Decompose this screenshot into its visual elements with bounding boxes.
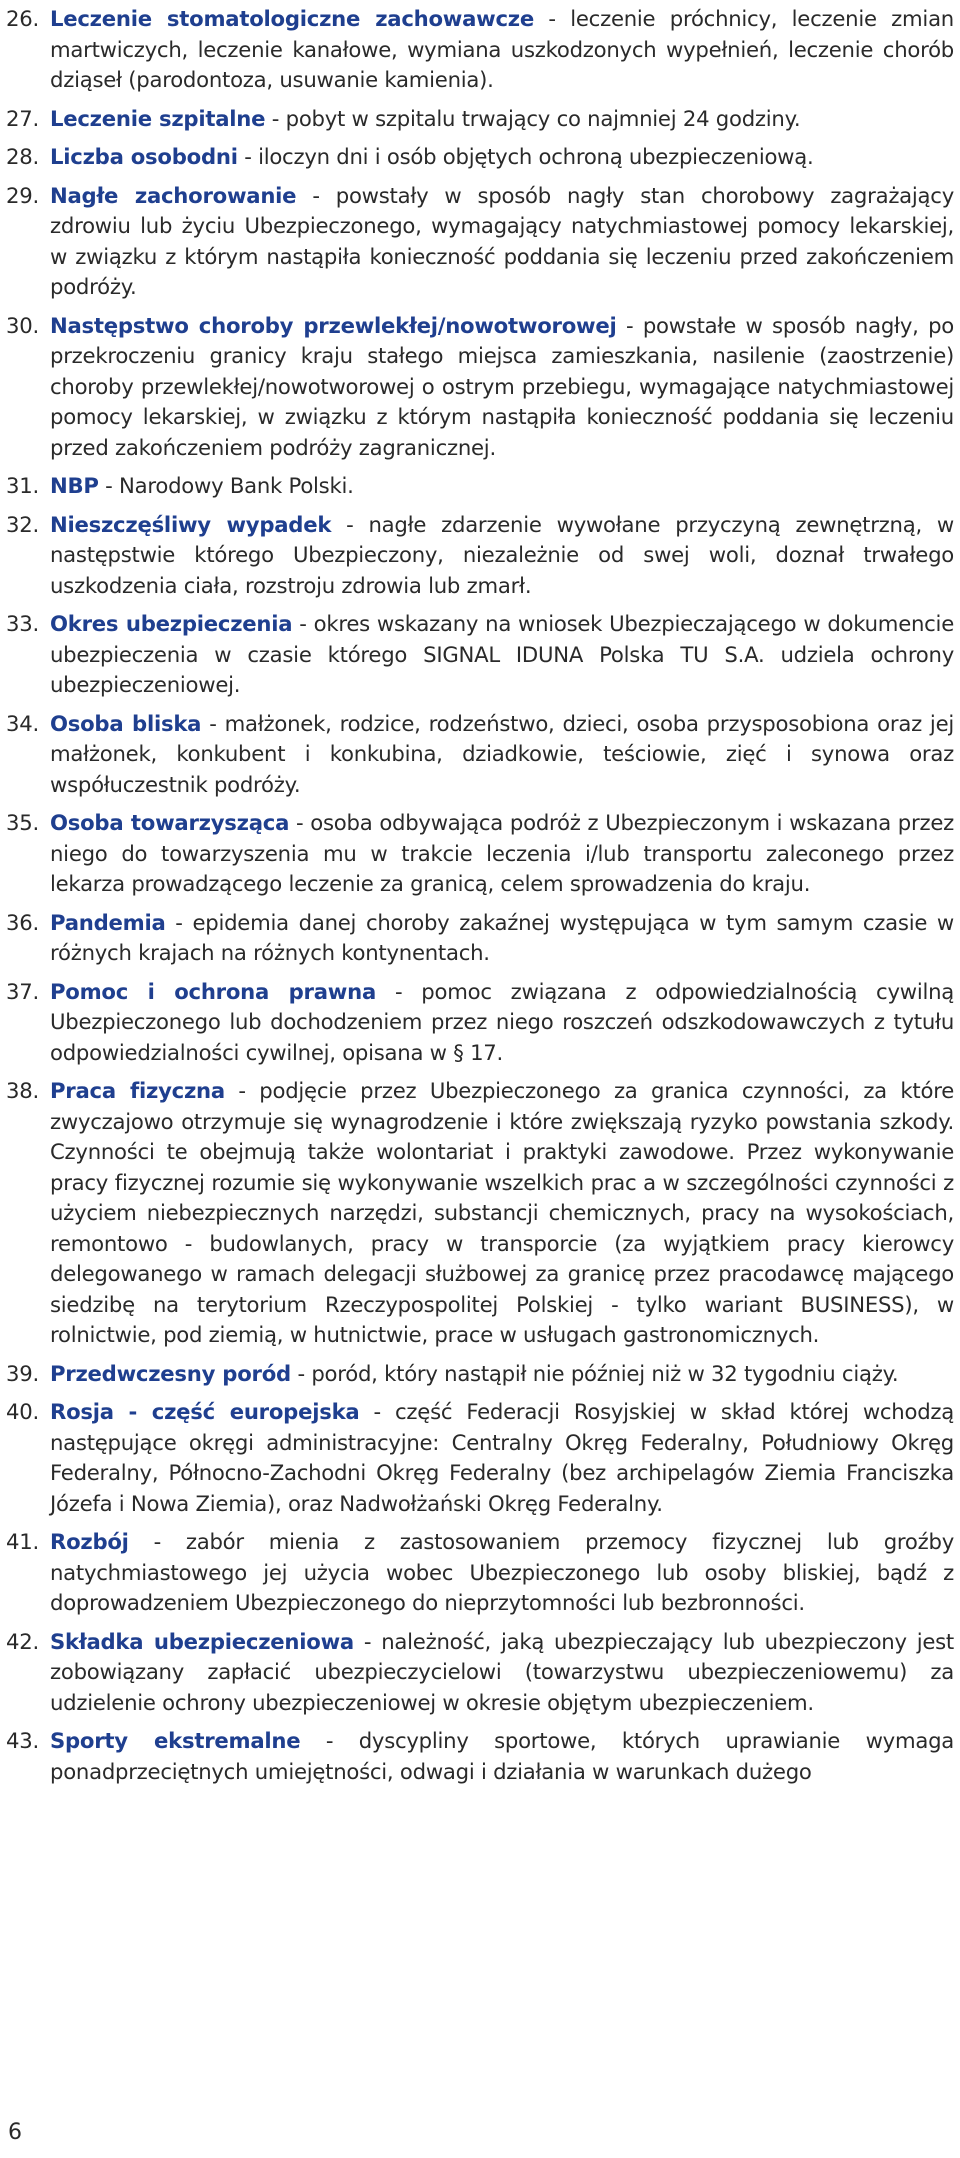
definition-text: - podjęcie przez Ubezpieczonego za granica czynności, za które zwyczajowo otrzymuje się wynagrodzenie i które zwiększają ryzyko powstania szkody. Czynności te obejmują także wolontariat i praktyki zawodowe. Przez wykonywanie pracy fizycznej rozumie się wykonywanie wszelkich prac a w szczególności czynności z użyciem niebezpiecznych narzędzi, substancji chemicznych, pracy na wysokościach, remontowo - budowlanych, pracy w transporcie (za wyjątkiem pracy kierowcy delegowanego w ramach delegacji służbowej za granicę przez pracodawcę mającego siedzibę na terytorium Rzeczypospolitej Polskiej - tylko wariant BUSINESS), w rolnictwie, pod ziemią, w hutnictwie, prace w usługach gastronomicznych. [50,1078,954,1347]
definition-number: 36. [6,909,39,935]
definition-text: - część Federacji Rosyjskiej w skład której wchodzą następujące okręgi administracyjne: Centralny Okręg Federalny, Południowy Okręg Federalny, Północno-Zachodni Okręg Federalny (bez archipelagów Ziemia Franciszka Józefa i Nowa Ziemia), oraz Nadwołżański Okręg Federalny. [50,1399,955,1516]
definition-term: Osoba bliska [50,710,202,736]
definition-text: - nagłe zdarzenie wywołane przyczyną zewnętrzną, w następstwie którego Ubezpieczony, niezależnie od swej woli, doznał trwałego uszkodzenia ciała, rozstroju zdrowia lub zmarł. [50,511,954,598]
definition-term: Rozbój [50,1529,129,1554]
definition-item [6,4,954,96]
definition-number: 40. [6,1399,39,1424]
definition-number: 38. [6,1078,39,1103]
definition-term: Składka ubezpieczeniowa [50,1628,354,1654]
definition-item [6,1076,954,1351]
definition-item [6,977,954,1069]
page-number: 6 [8,2120,22,2145]
definition-text: - należność, jaką ubezpieczający lub ubezpieczony jest zobowiązany zapłacić ubezpieczycielowi (towarzystwu ubezpieczeniowemu) za udzielenie ochrony ubezpieczeniowej w okresie objętym ubezpieczeniem. [50,1628,954,1715]
definition-number: 26. [6,6,39,31]
definition-item [6,1726,954,1787]
definition-text: - leczenie próchnicy, leczenie zmian martwiczych, leczenie kanałowe, wymiana uszkodzonych wypełnień, leczenie chorób dziąseł (parodontoza, usuwanie kamienia). [50,6,954,92]
definition-number: 37. [6,978,39,1004]
definition-number: 32. [6,511,39,537]
definition-item [6,709,954,801]
definition-item [6,311,954,464]
definition-number: 35. [6,810,39,835]
definition-text: - zabór mienia z zastosowaniem przemocy fizycznej lub groźby natychmiastowego jej użycia wobec Ubezpieczonego lub osoby bliskiej, bądź z doprowadzeniem Ubezpieczonego do nieprzytomności lub bezbronności. [50,1529,954,1615]
definition-item [6,510,954,602]
definition-item [6,1359,954,1390]
definition-item [6,1527,954,1619]
definition-term: NBP [50,473,99,498]
definition-term: Okres ubezpieczenia [50,611,293,636]
definition-text: - Narodowy Bank Polski. [98,473,354,498]
definition-number: 39. [6,1360,39,1386]
definition-item [6,609,954,701]
definition-text: - małżonek, rodzice, rodzeństwo, dzieci, osoba przysposobiona oraz jej małżonek, konkubent i konkubina, dziadkowie, teściowie, zięć i synowa oraz współuczestnik podróży. [50,710,954,797]
definition-term: Następstwo choroby przewlekłej/nowotworowej [50,312,617,338]
definition-item [6,471,954,502]
definition-term: Rosja - część europejska [50,1399,360,1424]
definition-text: - dyscypliny sportowe, których uprawianie wymaga ponadprzeciętnych umiejętności, odwagi i działania w warunkach dużego [50,1728,954,1784]
definition-term: Leczenie stomatologiczne zachowawcze [50,6,534,31]
definition-item [6,1397,954,1519]
definition-number: 30. [6,312,39,338]
definition-text: - okres wskazany na wniosek Ubezpieczającego w dokumencie ubezpieczenia w czasie którego SIGNAL IDUNA Polska TU S.A. udziela ochrony ubezpieczeniowej. [50,611,954,697]
definition-term: Liczba osobodni [50,144,238,169]
definition-item [6,1627,954,1719]
definition-text: - osoba odbywająca podróż z Ubezpieczonym i wskazana przez niego do towarzyszenia mu w trakcie leczenia i/lub transportu zaleconego przez lekarza prowadzącego leczenie za granicą, celem sprowadzenia do kraju. [50,810,954,896]
definition-number: 27. [6,105,39,131]
definition-number: 34. [6,710,39,736]
definition-text: - powstały w sposób nagły stan chorobowy zagrażający zdrowiu lub życiu Ubezpieczonego, wymagający natychmiastowej pomocy lekarskiej, w związku z którym nastąpiła konieczność poddania się leczeniu przed zakończeniem podróży. [50,182,954,299]
definition-text: - epidemia danej choroby zakaźnej występująca w tym samym czasie w różnych krajach na różnych kontynentach. [50,909,954,965]
definition-item [6,181,954,303]
definition-text: - powstałe w sposób nagły, po przekroczeniu granicy kraju stałego miejsca zamieszkania, nasilenie (zaostrzenie) choroby przewlekłej/nowotworowej o ostrym przebiegu, wymagające natychmiastowej pomocy lekarskiej, w związku z którym nastąpiła konieczność poddania się leczeniu przed zakończeniem podróży zagranicznej. [50,312,954,460]
definition-term: Pandemia [50,909,166,935]
definition-number: 41. [6,1529,39,1554]
definition-term: Osoba towarzysząca [50,810,290,835]
definition-number: 42. [6,1628,39,1654]
definition-text: - iloczyn dni i osób objętych ochroną ubezpieczeniową. [237,144,814,169]
definition-item [6,142,954,173]
definition-term: Przedwczesny poród [50,1360,291,1386]
definitions-list [6,4,954,1795]
definition-term: Leczenie szpitalne [50,105,266,131]
definition-term: Praca fizyczna [50,1078,225,1103]
definition-number: 29. [6,182,39,208]
definition-number: 33. [6,611,39,636]
definition-number: 28. [6,144,39,169]
definition-term: Pomoc i ochrona prawna [50,978,377,1004]
definition-item [6,908,954,969]
definition-number: 31. [6,473,39,498]
definition-text: - pomoc związana z odpowiedzialnością cywilną Ubezpieczonego lub dochodzeniem przez niego roszczeń odszkodowawczych z tytułu odpowiedzialności cywilnej, opisana w § 17. [50,978,955,1065]
definition-term: Nieszczęśliwy wypadek [50,511,332,537]
definition-text: - poród, który nastąpił nie później niż w 32 tygodniu ciąży. [290,1360,899,1386]
definition-text: - pobyt w szpitalu trwający co najmniej 24 godziny. [265,105,801,131]
definition-term: Nagłe zachorowanie [50,182,297,208]
definition-item [6,104,954,135]
definition-number: 43. [6,1728,39,1753]
definition-term: Sporty ekstremalne [50,1728,301,1753]
definition-item [6,808,954,900]
